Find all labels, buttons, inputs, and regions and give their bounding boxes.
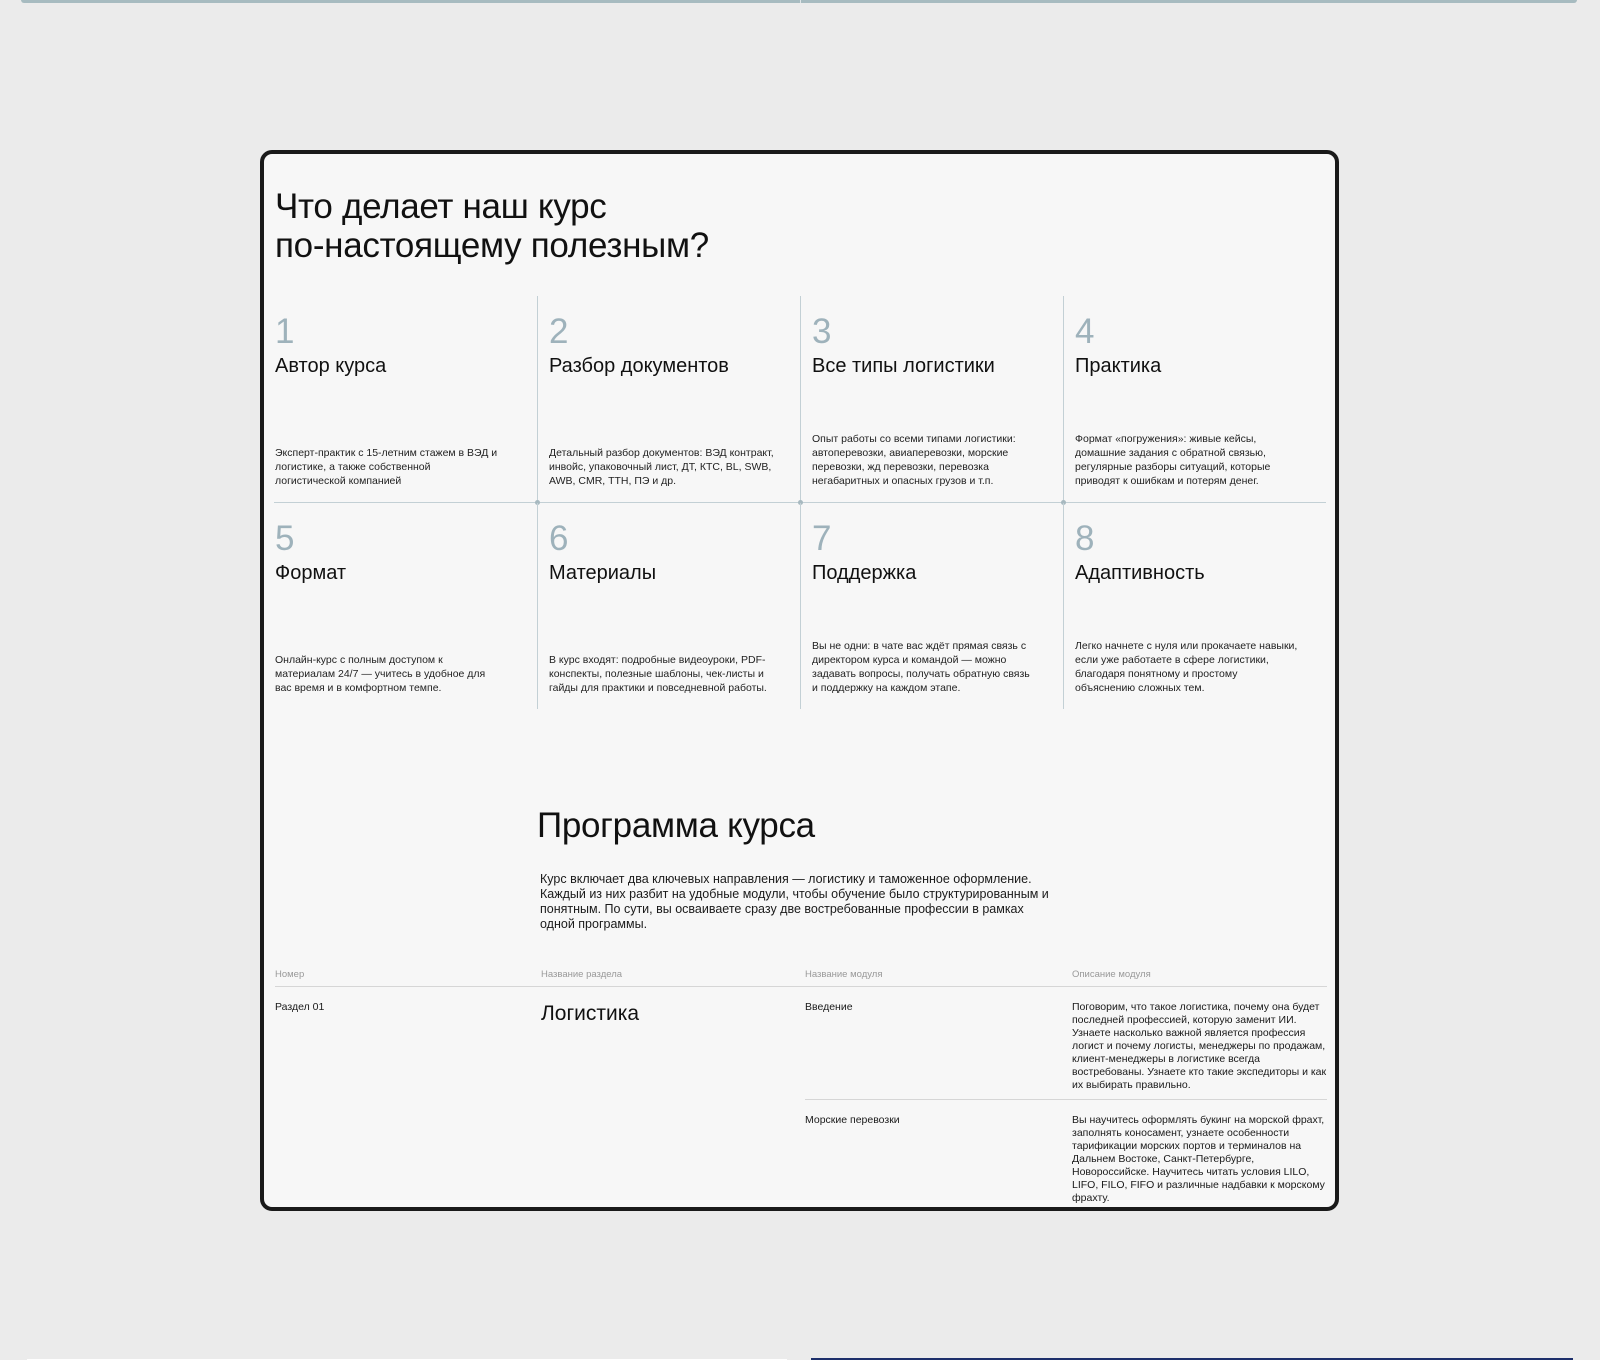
feature-heading: Практика [1075,355,1162,377]
feature-number: 6 [549,519,569,558]
feature-number: 5 [275,519,295,558]
feature-text: Опыт работы со всеми типами логистики: автоперевозки, авиаперевозки, морские перевозки, жд перевозки, перевозка негабаритных и опасных грузов и т.п. [812,433,1016,487]
column-header-module: Название модуля [805,969,883,980]
features-title [275,187,709,265]
features-row-2 [274,503,1326,709]
feature-heading: Разбор документов [549,355,729,377]
course-card [260,150,1339,1211]
column-header-number: Номер [275,969,305,980]
feature-card-2 [537,296,800,502]
feature-text: Детальный разбор документов: ВЭД контракт, инвойс, упаковочный лист, ДТ, КТС, BL, SWB, AWB, CMR, ТТН, ПЭ и др. [549,447,774,487]
feature-card-5 [274,503,537,709]
module-description: Поговорим, что такое логистика, почему она будет последней профессией, которую заменит ИИ. Узнаете насколько важной является профессия логист и почему логисты, менеджеры по продажам, клиент-менеджеры в логистике всегда востребованы. Узнаете кто такие экспедиторы и как их выбирать правильно. [1072,1001,1327,1091]
top-bar-divider [800,0,801,3]
feature-card-4 [1063,296,1326,502]
features-grid [274,296,1326,709]
feature-number: 8 [1075,519,1095,558]
feature-text: Формат «погружения»: живые кейсы, домашние задания с обратной связью, регулярные разборы ситуаций, которые приводят к ошибкам и потерям денег. [1075,433,1271,487]
feature-heading: Поддержка [812,562,917,584]
feature-card-7 [800,503,1063,709]
feature-heading: Формат [275,562,347,584]
program-title: Программа курса [537,806,815,845]
feature-text: В курс входят: подробные видеоуроки, PDF-конспекты, полезные шаблоны, чек-листы и гайды для практики и повседневной работы. [549,654,767,694]
table-header-divider [275,986,1327,987]
top-scroll-bar [21,0,1577,3]
feature-card-3 [800,296,1063,502]
module-divider [805,1099,1327,1100]
title-line-2: по-настоящему полезным? [275,226,709,265]
module-name: Морские перевозки [805,1114,900,1126]
feature-card-6 [537,503,800,709]
feature-text: Онлайн-курс с полным доступом к материалам 24/7 — учитесь в удобное для вас время и в комфортном темпе. [275,654,486,694]
feature-card-8 [1063,503,1326,709]
title-line-1: Что делает наш курс [275,187,607,226]
feature-card-1 [274,296,537,502]
feature-number: 4 [1075,312,1095,351]
program-intro: Курс включает два ключевых направления — логистику и таможенное оформление. Каждый из них разбит на удобные модули, чтобы обучение было структурированным и понятным. По сути, вы осваиваете сразу две востребованные профессии в рамках одной программы. [540,872,1049,931]
feature-text: Эксперт-практик с 15-летним стажем в ВЭД и логистике, а также собственной логистической компанией [275,447,498,487]
section-name: Логистика [541,1002,640,1025]
column-header-section: Название раздела [541,969,623,980]
feature-text: Легко начнете с нуля или прокачаете навыки, если уже работаете в сфере логистики, благодаря понятному и простому объяснению сложных тем. [1075,640,1298,694]
feature-number: 7 [812,519,832,558]
feature-heading: Материалы [549,562,657,584]
feature-heading: Все типы логистики [812,355,995,377]
feature-text: Вы не одни: в чате вас ждёт прямая связь с директором курса и командой — можно задавать вопросы, получать обратную связь и поддержку на каждом этапе. [812,640,1030,694]
features-row-1 [274,296,1326,503]
module-description: Вы научитесь оформлять букинг на морской фрахт, заполнять коносамент, узнаете особенности тарификации морских портов и терминалов на Дальнем Востоке, Санкт-Петербурге, Новороссийске. Научитесь читать условия LILO, LIFO, FILO, FIFO и различные надбавки к морскому фрахту. [1072,1114,1325,1204]
column-header-description: Описание модуля [1072,969,1151,980]
section-number: Раздел 01 [275,1001,325,1013]
feature-number: 3 [812,312,832,351]
feature-heading: Автор курса [275,355,387,377]
feature-number: 1 [275,312,295,351]
feature-heading: Адаптивность [1075,562,1205,584]
feature-number: 2 [549,312,569,351]
module-name: Введение [805,1001,853,1013]
